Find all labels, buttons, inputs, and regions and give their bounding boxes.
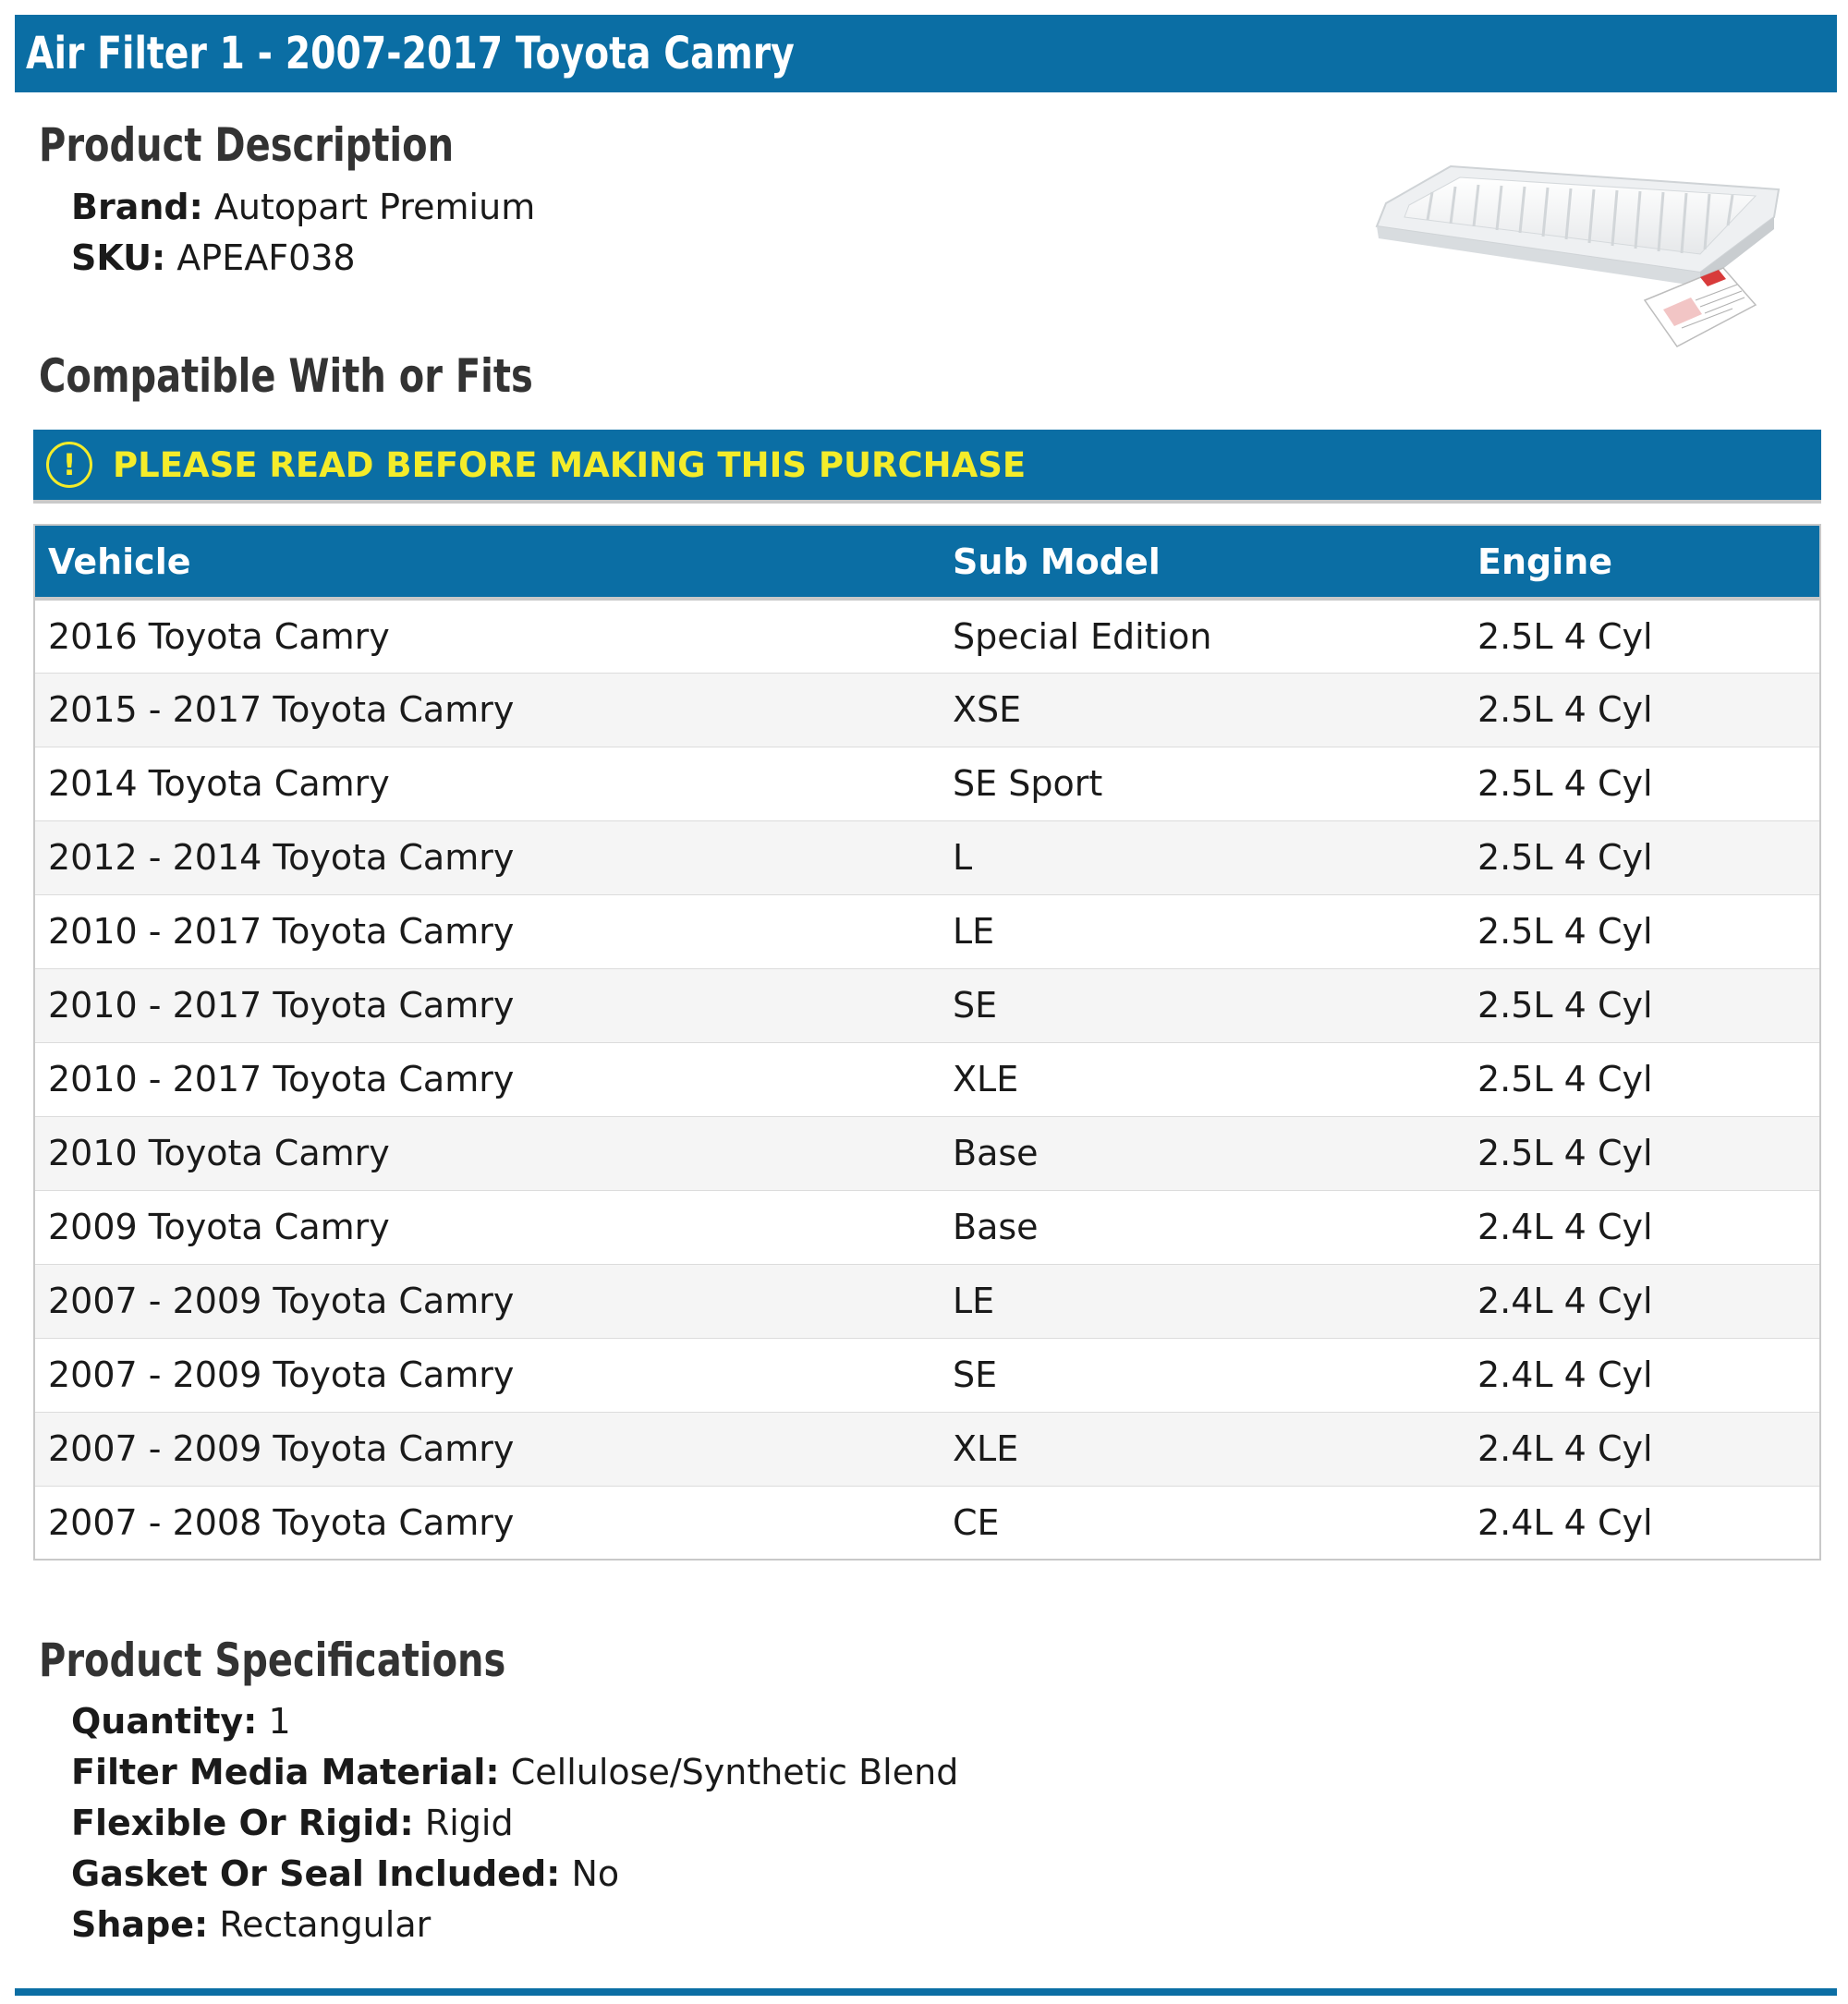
- spec-row-gasket: Gasket Or Seal Included: No: [71, 1853, 620, 1894]
- vehicle-cell: 2012 - 2014 Toyota Camry: [34, 820, 940, 894]
- engine-cell: 2.4L 4 Cyl: [1465, 1338, 1820, 1412]
- engine-cell: 2.4L 4 Cyl: [1465, 1412, 1820, 1486]
- sub-model-cell: LE: [940, 894, 1465, 968]
- sub-model-cell: CE: [940, 1486, 1465, 1560]
- table-row: [34, 1412, 1820, 1486]
- engine-cell: 2.4L 4 Cyl: [1465, 1190, 1820, 1264]
- vehicle-cell: 2007 - 2009 Toyota Camry: [34, 1264, 940, 1338]
- sub-model-cell: Base: [940, 1190, 1465, 1264]
- purchase-notice-banner: [33, 430, 1821, 504]
- spec-row-filter-media: Filter Media Material: Cellulose/Synthetic Blend: [71, 1752, 959, 1792]
- table-row: [34, 894, 1820, 968]
- air-filter-product-image: [1368, 139, 1793, 360]
- engine-cell: 2.5L 4 Cyl: [1465, 599, 1820, 673]
- vehicle-cell: 2007 - 2009 Toyota Camry: [34, 1338, 940, 1412]
- sub-model-cell: XLE: [940, 1412, 1465, 1486]
- sub-model-cell: L: [940, 820, 1465, 894]
- sub-model-cell: SE: [940, 1338, 1465, 1412]
- vehicle-cell: 2010 Toyota Camry: [34, 1116, 940, 1190]
- table-row: [34, 1264, 1820, 1338]
- exclamation-circle-icon: !: [46, 442, 92, 488]
- table-row: [34, 968, 1820, 1042]
- vehicle-cell: 2010 - 2017 Toyota Camry: [34, 1042, 940, 1116]
- page-title: Air Filter 1 - 2007-2017 Toyota Camry: [26, 28, 795, 79]
- table-row: [34, 1042, 1820, 1116]
- spec-row-flexible-rigid: Flexible Or Rigid: Rigid: [71, 1803, 514, 1843]
- sku-row: SKU: APEAF038: [71, 237, 356, 278]
- table-row: [34, 1338, 1820, 1412]
- sub-model-cell: Special Edition: [940, 599, 1465, 673]
- spec-row-shape: Shape: Rectangular: [71, 1904, 432, 1945]
- table-row: [34, 673, 1820, 747]
- product-description-heading: Product Description: [39, 118, 455, 172]
- vehicle-cell: 2009 Toyota Camry: [34, 1190, 940, 1264]
- sub-model-cell: SE: [940, 968, 1465, 1042]
- sub-model-cell: XSE: [940, 673, 1465, 747]
- vehicle-cell: 2015 - 2017 Toyota Camry: [34, 673, 940, 747]
- product-specifications-heading: Product Specifications: [39, 1634, 506, 1687]
- column-header-sub-model: Sub Model: [940, 525, 1465, 599]
- engine-cell: 2.5L 4 Cyl: [1465, 894, 1820, 968]
- table-row: [34, 599, 1820, 673]
- sub-model-cell: SE Sport: [940, 747, 1465, 820]
- engine-cell: 2.5L 4 Cyl: [1465, 747, 1820, 820]
- sub-model-cell: XLE: [940, 1042, 1465, 1116]
- engine-cell: 2.5L 4 Cyl: [1465, 673, 1820, 747]
- vehicle-cell: 2010 - 2017 Toyota Camry: [34, 894, 940, 968]
- compatibility-table: [33, 524, 1821, 1561]
- purchase-notice-text: PLEASE READ BEFORE MAKING THIS PURCHASE: [113, 444, 1027, 485]
- table-row: [34, 747, 1820, 820]
- spec-row-quantity: Quantity: 1: [71, 1701, 291, 1742]
- sub-model-cell: Base: [940, 1116, 1465, 1190]
- engine-cell: 2.5L 4 Cyl: [1465, 1042, 1820, 1116]
- engine-cell: 2.4L 4 Cyl: [1465, 1486, 1820, 1560]
- column-header-engine: Engine: [1465, 525, 1820, 599]
- compatibility-heading: Compatible With or Fits: [39, 349, 533, 403]
- table-row: [34, 1190, 1820, 1264]
- brand-row: Brand: Autopart Premium: [71, 187, 536, 227]
- table-row: [34, 1116, 1820, 1190]
- engine-cell: 2.5L 4 Cyl: [1465, 820, 1820, 894]
- vehicle-cell: 2014 Toyota Camry: [34, 747, 940, 820]
- vehicle-cell: 2007 - 2008 Toyota Camry: [34, 1486, 940, 1560]
- sub-model-cell: LE: [940, 1264, 1465, 1338]
- vehicle-cell: 2016 Toyota Camry: [34, 599, 940, 673]
- page-title-bar: [15, 15, 1837, 92]
- column-header-vehicle: Vehicle: [34, 525, 940, 599]
- engine-cell: 2.5L 4 Cyl: [1465, 968, 1820, 1042]
- engine-cell: 2.5L 4 Cyl: [1465, 1116, 1820, 1190]
- table-row: [34, 1486, 1820, 1560]
- engine-cell: 2.4L 4 Cyl: [1465, 1264, 1820, 1338]
- table-header-row: [34, 525, 1820, 599]
- vehicle-cell: 2007 - 2009 Toyota Camry: [34, 1412, 940, 1486]
- vehicle-cell: 2010 - 2017 Toyota Camry: [34, 968, 940, 1042]
- table-row: [34, 820, 1820, 894]
- bottom-divider: [15, 1988, 1837, 1996]
